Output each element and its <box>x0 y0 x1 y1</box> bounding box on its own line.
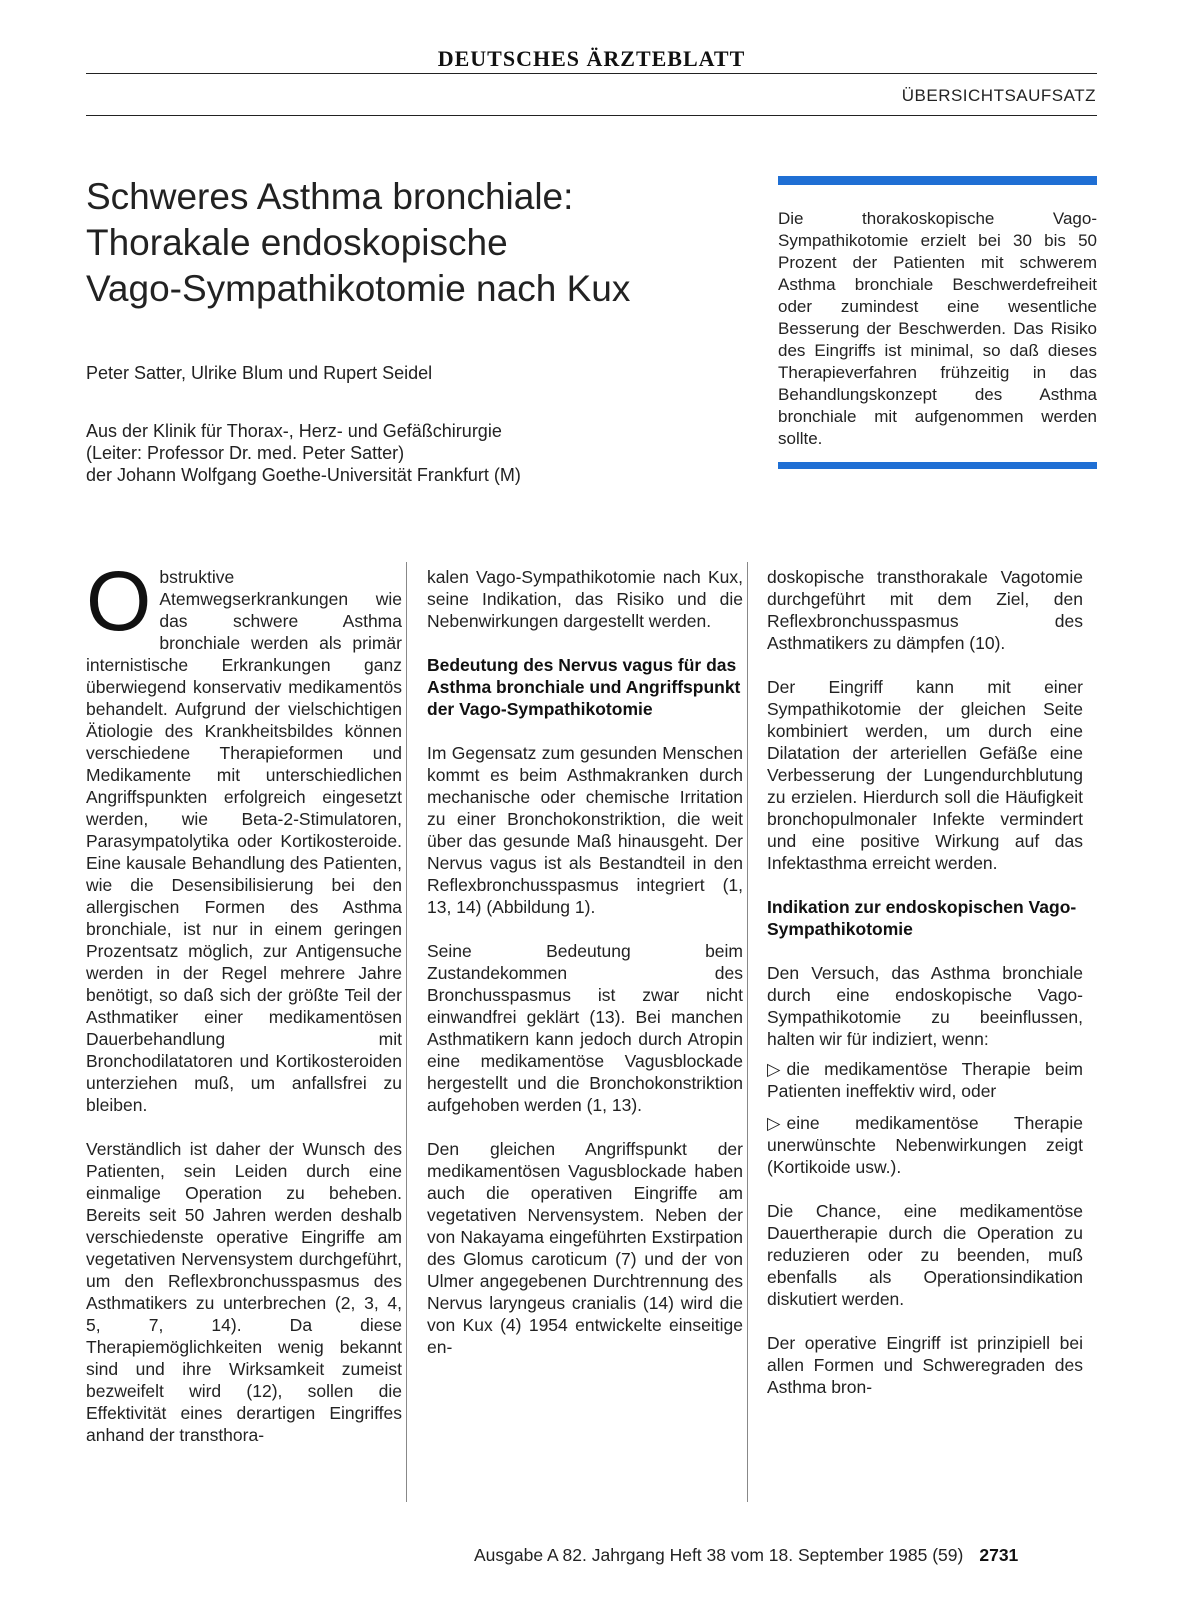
paragraph: Der operative Eingriff ist prinzipiell bei allen Formen und Schweregraden des Asthma bron- <box>767 1333 1083 1397</box>
section-rule <box>86 115 1097 116</box>
bullet-item <box>767 1112 1083 1178</box>
affiliation <box>86 420 521 486</box>
paragraph: Die Chance, eine medikamentöse Dauertherapie durch die Operation zu reduzieren oder zu beenden, muß ebenfalls als Operationsindikation diskutiert werden. <box>767 1201 1083 1309</box>
drop-cap: O <box>86 554 152 648</box>
paragraph <box>86 554 402 1116</box>
issue-info: Ausgabe A 82. Jahrgang Heft 38 vom 18. September 1985 (59) <box>474 1545 964 1565</box>
masthead: DEUTSCHES ÄRZTEBLATT <box>437 46 746 71</box>
section-label: ÜBERSICHTSAUFSATZ <box>901 86 1096 105</box>
paragraph: Seine Bedeutung beim Zustandekommen des Bronchusspasmus ist zwar nicht einwandfrei geklärt (13). Bei manchen Asthmatikern kann jedoch durch Atropin eine medikamentöse Vagusblockade hergestellt und die Bronchokonstriktion aufgehoben werden (1, 13). <box>427 941 743 1115</box>
paragraph: doskopische transthorakale Vagotomie durchgeführt mit dem Ziel, den Reflexbronchusspasmus des Asthmatikers zu dämpfen (10). <box>767 567 1083 653</box>
affiliation-line: der Johann Wolfgang Goethe-Universität Frankfurt (M) <box>86 465 521 485</box>
authors: Peter Satter, Ulrike Blum und Rupert Seidel <box>86 363 433 383</box>
bullet-text: die medikamentöse Therapie beim Patienten ineffektiv wird, oder <box>767 1059 1083 1101</box>
section-heading: Bedeutung des Nervus vagus für das Asthma bronchiale und Angriffspunkt der Vago-Sympathikotomie <box>427 655 741 719</box>
text-column-1 <box>86 554 402 1468</box>
summary-bottom-bar <box>778 462 1097 469</box>
triangle-bullet-icon: ▷ <box>767 1113 781 1133</box>
affiliation-line: (Leiter: Professor Dr. med. Peter Satter) <box>86 443 405 463</box>
summary-abstract: Die thorakoskopische Vago-Sympathikotomie erzielt bei 30 bis 50 Prozent der Patienten mit schwerem Asthma bronchiale Beschwerdefreiheit oder zumindest eine wesentliche Besserung der Beschwerden. Das Risiko des Eingriffs ist minimal, so daß dieses Therapieverfahren frühzeitig in das Behandlungskonzept des Asthma bronchiale mit aufgenommen werden sollte. <box>778 209 1097 448</box>
text-column-3 <box>767 566 1083 1420</box>
bullet-item <box>767 1058 1083 1102</box>
masthead-rule <box>86 73 1097 74</box>
paragraph: kalen Vago-Sympathikotomie nach Kux, seine Indikation, das Risiko und die Nebenwirkungen dargestellt werden. <box>427 567 743 631</box>
paragraph: Den gleichen Angriffspunkt der medikamentösen Vagusblockade haben auch die operativen Eingriffe am vegetativen Nervensystem. Neben der von Nakayama eingeführten Exstirpation des Glomus caroticum (7) und der von Ulmer angegebenen Durchtrennung des Nervus laryngeus cranialis (14) wird die von Kux (4) 1954 entwickelte einseitige en- <box>427 1139 743 1357</box>
paragraph: Der Eingriff kann mit einer Sympathikotomie der gleichen Seite kombiniert werden, um durch eine Dilatation der arteriellen Gefäße eine Verbesserung der Lungendurchblutung zu erzielen. Hierdurch soll die Häufigkeit bronchopulmonaler Infekte vermindert und eine positive Wirkung auf das Infektasthma erreicht werden. <box>767 677 1083 873</box>
affiliation-line: Aus der Klinik für Thorax-, Herz- und Gefäßchirurgie <box>86 421 502 441</box>
page-footer <box>474 1545 1018 1566</box>
section-heading: Indikation zur endoskopischen Vago-Sympathikotomie <box>767 897 1077 939</box>
paragraph: Verständlich ist daher der Wunsch des Patienten, sein Leiden durch eine einmalige Operation zu beheben. Bereits seit 50 Jahren werden deshalb verschiedenste operative Eingriffe am vegetativen Nervensystem durchgeführt, um den Reflexbronchusspasmus des Asthmatikers zu unterbrechen (2, 3, 4, 5, 7, 14). Da diese Therapiemöglichkeiten wenig bekannt sind und ihre Wirksamkeit zumeist bezweifelt wird (12), sollen die Effektivität eines derartigen Eingriffes anhand der transthora- <box>86 1139 402 1445</box>
text-column-2 <box>427 566 743 1380</box>
bullet-text: eine medikamentöse Therapie unerwünschte Nebenwirkungen zeigt (Kortikoide usw.). <box>767 1113 1083 1177</box>
page-number: 2731 <box>979 1545 1019 1565</box>
paragraph: Den Versuch, das Asthma bronchiale durch eine endoskopische Vago-Sympathikotomie zu beeinflussen, halten wir für indiziert, wenn: <box>767 963 1083 1049</box>
column-divider <box>747 562 748 1502</box>
summary-top-bar <box>778 176 1097 185</box>
title-line: Thorakale endoskopische <box>86 222 508 263</box>
paragraph: Im Gegensatz zum gesunden Menschen kommt es beim Asthmakranken durch mechanische oder chemische Irritation zu einer Bronchokonstriktion, die weit über das gesunde Maß hinausgeht. Der Nervus vagus ist als Bestandteil in den Reflexbronchusspasmus integriert (1, 13, 14) (Abbildung 1). <box>427 743 743 917</box>
triangle-bullet-icon: ▷ <box>767 1059 781 1079</box>
title-line: Schweres Asthma bronchiale: <box>86 176 574 217</box>
article-title <box>86 174 726 312</box>
paragraph-text: bstruktive Atemwegserkrankungen wie das schwere Asthma bronchiale werden als primär internistische Erkrankungen ganz überwiegend konservativ medikamentös behandelt. Aufgrund der vielschichtigen Ätiologie des Krankheitsbildes können verschiedene Therapieformen und Medikamente mit unterschiedlichen Angriffspunkten erfolgreich eingesetzt werden, wie Beta-2-Stimulatoren, Parasympatolytika oder Kortikosteroide. Eine kausale Behandlung des Patienten, wie die Desensibilisierung bei den allergischen Formen des Asthma bronchiale, ist nur in einem geringen Prozentsatz möglich, zur Antigensuche werden in der Regel mehrere Jahre benötigt, so daß sich der größte Teil der Asthmatiker einer medikamentösen Dauerbehandlung mit Bronchodilatatoren und Kortikosteroiden unterziehen muß, um anfallsfrei zu bleiben. <box>86 567 402 1115</box>
title-line: Vago-Sympathikotomie nach Kux <box>86 268 631 309</box>
column-divider <box>406 562 407 1502</box>
